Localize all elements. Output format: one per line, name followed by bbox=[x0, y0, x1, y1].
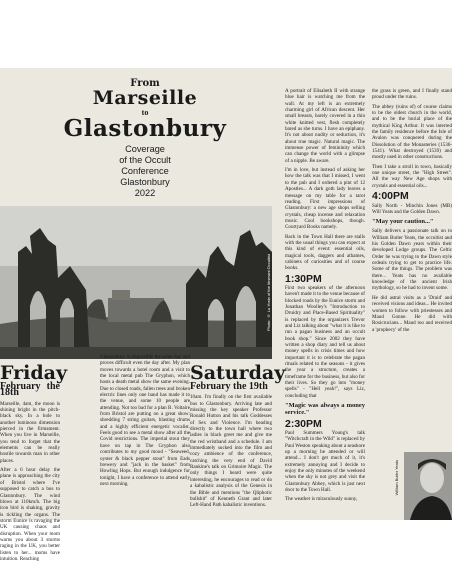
time-heading: 1:30PM bbox=[285, 272, 322, 285]
portrait-credit: William Butler Yeats bbox=[394, 460, 399, 496]
body-paragraph: 10am. I'm finally on the first available bus to Glastonbury. Arriving late and missing the key speaker Professor Ronald Hutton and his talk Goddesses of Sex and Violence. I'm heading directly to the town hall where two ladies in black greet me and give me the red wristband and a schedule. I am immediately sucked into the film and cozy ambience of the conference, catching the very end of David Rankine's talk on Grimoire Magic. The only things I heard were quite interesting, he encourages to read or do a kabalistic analysis of the Genesis in the Bible and mentions "the Qliphotic bullshit" of Kenneth Grant and later Left-Hand Path kabalistic inventions. bbox=[190, 394, 272, 509]
magazine-spread bbox=[0, 68, 452, 562]
friday-column-2 bbox=[100, 354, 190, 490]
subtitle-line: of the Occult bbox=[119, 155, 171, 165]
body-paragraph: Glastonbury is impossible the same day and proves difficult even the day after. My plan moves towards a hotel room and a visit to the local metal pub The Gryphon, which hosts a death metal show the same evening. Due to closed roads, fallen trees and broken electric lines only one band has made it to the venue, and some 10 people are attending. Not too bad for a plan B. Voltaire from Bristol are putting on a great show: shredding 7 string guitars, blasting drums and a highly efficient energetic vocalist. Feels good to see a metal show after all the Covid restrictions. The imperial stout they have on tap in The Gryphon also contributes to my good mood - "Seaweed, oyster & black pepper stout" from Eads brewery and "jack in the basket" from Howling Hops. But enough indulgence for tonight, I have a conference to attend early next morning. bbox=[100, 354, 190, 487]
title-from: From bbox=[130, 78, 160, 89]
title-to: to bbox=[141, 108, 149, 117]
friday-date: February the 18th bbox=[0, 381, 60, 399]
subtitle-line: Coverage bbox=[125, 144, 165, 154]
time-heading: 2:30PM bbox=[285, 417, 322, 430]
saturday-column bbox=[190, 362, 286, 512]
subtitle bbox=[44, 144, 246, 199]
friday-heading: Friday bbox=[0, 362, 68, 384]
body-paragraph: A portrait of Elisabeth II with strange blue hair is watching me from the wall. At my left is an extremely charming girl of African descent. Her small breasts, barely covered in a thin white knitted vest, flesh completely bared as she turns. I have an epiphany. It's not about nudity or seduction, it's about true magic. Natural magic. The immense power of femininity which can change the world with a glimpse of a nipple. Be aware. bbox=[285, 88, 365, 164]
saturday-date: February the 19th bbox=[190, 381, 268, 392]
body-paragraph: The weather is miraculously sunny, bbox=[285, 496, 358, 503]
body-paragraph: Then I take a stroll in town, basically one unique street, the "High Street". All the way New Age shops with crystals and essential oils... bbox=[372, 163, 452, 189]
body-paragraph: After a 6 hour delay the plane is approaching the city of Bristol where I've supposed to catch a bus to Glastonbury. The wind blows at 110km/h. The big iron bird is shaking, gravity is tickling the organs. The storm Eunice is ravaging the UK causing chaos and disruption. When your mom warns you about 3 storms raging in the UK, you better listen to her... moms have intuition. Reaching bbox=[0, 467, 60, 562]
body-paragraph: He did astral visits as a 'Druid' and received visions and ideas... He invited women to follow with priestesses and Maud Gonne. He did with Rosicrucians... Maud too and received a 'prophecy' of the bbox=[372, 294, 452, 333]
saturday-heading: Saturday bbox=[190, 362, 286, 384]
fourth-column bbox=[372, 88, 452, 336]
body-paragraph: Marseille, 4am, the moon is shining bright in the pitch-black sky. In a hole to another luminous dimension pierced in the firmament. When you live in Marseille, you tend to forget that the elements can be really hostile towards man in other places. bbox=[0, 400, 60, 464]
body-paragraph: Sally delivers a passionate talk on to William Butler Yeats, the occultist and his Golden Dawn years within their developed Lodge groups. The Celtic Order he was trying to the Dawn style ordeals trying to get to practice life. Some of the things. The problem was there... Yeats has no available knowledge of the ancient Irish mythology, so he had to invent some. bbox=[372, 228, 452, 292]
body-paragraph: First two speakers of the afternoon haven't made it to the venue because of blocked roads by the Eunice storm and Jonathan Woolley's "Introduction to Druidry and Place-Based Spirituality" is replaced by the organizers Trevor and Liz talking about "what it is like to run a pagan business and an occult book shop." Since 2002 they have written a shop diary and tell us about money spells in crisis times and how important it is to celebrate the pagan rituals related to the seasons - it gives the year a structure, creates a timeframe for the business, but also for their lives. So they go into "money spells" - "Hell yeah!", says Liz, concluding that bbox=[285, 284, 365, 399]
portrait-illustration bbox=[404, 452, 452, 520]
abbey-ruins-photo bbox=[0, 206, 272, 359]
subtitle-line: Glastonbury bbox=[120, 177, 170, 187]
body-paragraph: Back in the Town Hall there are stalls with the usual things you can expect at this kind of event: essential oils, magical tools, daggers and athames, cabinets of curiosities and of course books. bbox=[285, 233, 365, 272]
body-paragraph: the grass is green, and I finally stand proud under the ruins. bbox=[372, 88, 452, 101]
subtitle-line: Conference bbox=[121, 166, 169, 176]
time-heading: 4:00PM bbox=[372, 190, 409, 203]
body-paragraph: I'm in love, but instead of asking her how the talk was that I missed, I went to the pub and I ordered a pint of 12 Apostles... A dark goth lady leaves a message on my table for a tarot reading. First impressions of Glastonbury: a new age shops selling crystals, cheap incense and relaxation music. Cool bookshops, though. Courtyard Books namely. bbox=[285, 167, 365, 231]
title-glastonbury: Glastonbury bbox=[63, 115, 227, 142]
photo-credit: Photo: © Lu Yosin of the Itinerant Occultist bbox=[266, 254, 271, 332]
title-marseille: Marseille bbox=[92, 87, 198, 109]
subtitle-line: 2022 bbox=[134, 188, 156, 198]
third-column bbox=[285, 88, 365, 506]
pull-quote: "May your caution..." bbox=[372, 218, 434, 226]
body-paragraph: Paul Summers Young's talk "Witchcraft in the Wild" is replaced by Paul Weston speaking about a seashore up a morning he attended or will attend... I don't get much of it, it's extremely annoying and I decide to enjoy the only minutes of the weekend when the sky is not grey and visit the Glastonbury Abbey, which is just next door to the Town Hall. bbox=[285, 429, 365, 493]
body-paragraph: Sally North - Minchin Jones (MB) Will Yeats and the Golden Dawn. bbox=[372, 202, 452, 215]
abbey-ruins-illustration bbox=[0, 206, 272, 359]
friday-column bbox=[0, 362, 68, 565]
body-paragraph: The abbey (ruins of) of course claims to be the oldest church in the world, and to be the burial place of the mythical King Arthur. It was interred the family residence before the Isle of Avalon was conquered during the Dissolution of the Monasteries (1536-1541). What destroyed (1539) and mostly used in other constructions. bbox=[372, 103, 452, 161]
yeats-portrait bbox=[404, 452, 452, 520]
pull-quote: "Magic was always a money service." bbox=[285, 402, 365, 417]
article-title bbox=[44, 78, 246, 199]
